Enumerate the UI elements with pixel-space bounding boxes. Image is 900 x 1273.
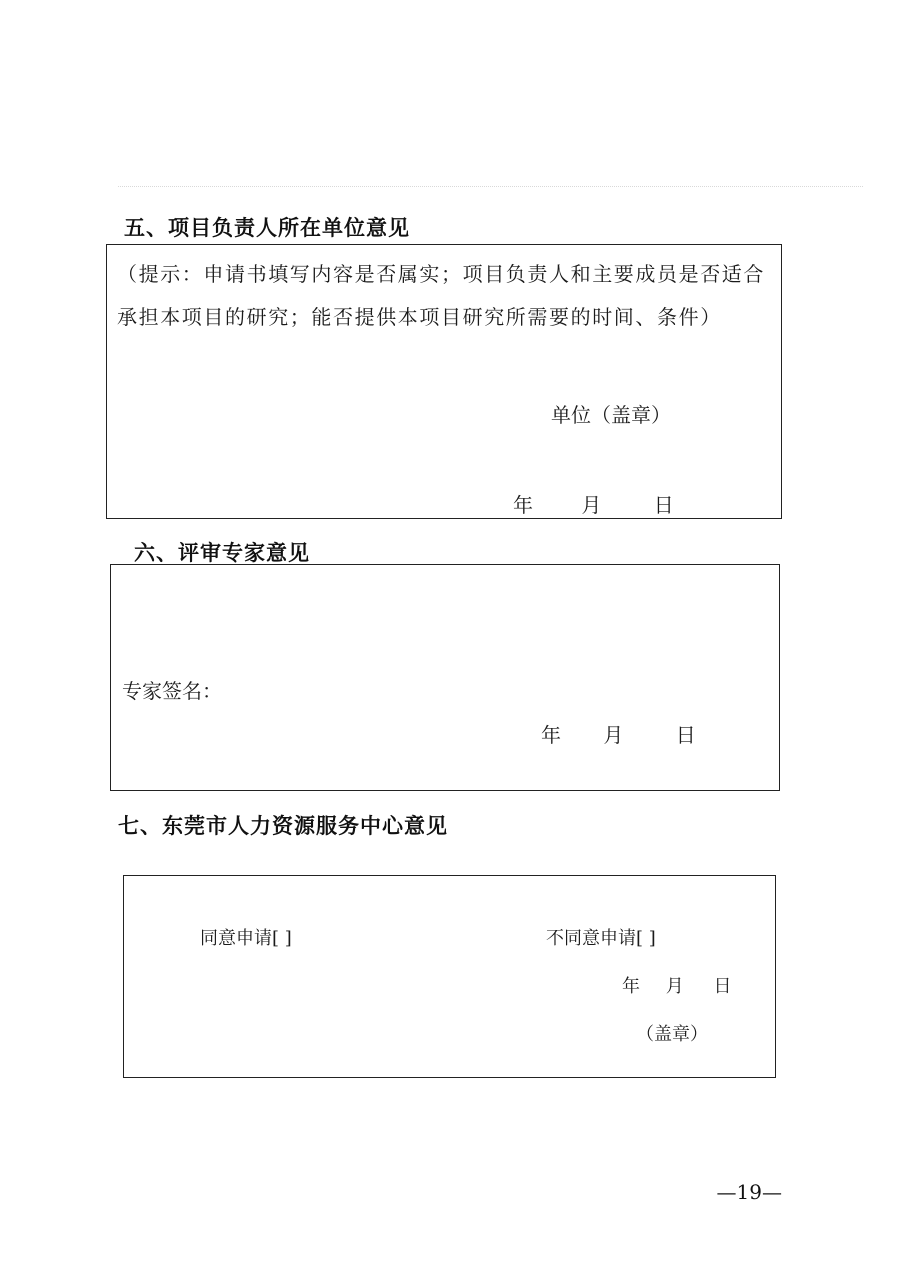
date-day: 日	[713, 976, 732, 997]
section5-box	[106, 244, 782, 519]
section6-date	[541, 719, 696, 748]
agree-checkbox-label: 同意申请[ ]	[200, 928, 292, 949]
date-day: 日	[675, 723, 696, 747]
page-number: —19—	[716, 1180, 782, 1204]
disagree-checkbox-label: 不同意申请[ ]	[546, 928, 656, 949]
section7-seal-label: （盖章）	[636, 1024, 708, 1045]
scan-artifact-line	[118, 186, 863, 187]
section7-date	[622, 972, 731, 998]
section5-seal-label: 单位（盖章）	[551, 403, 671, 427]
section5-date	[513, 489, 674, 518]
date-year: 年	[622, 976, 640, 997]
date-month: 月	[665, 976, 684, 997]
date-year: 年	[541, 723, 561, 747]
section6-heading: 六、评审专家意见	[134, 541, 310, 565]
section6-box	[110, 564, 780, 791]
date-year: 年	[513, 493, 533, 517]
date-month: 月	[603, 723, 624, 747]
expert-signature-label: 专家签名：	[122, 679, 222, 703]
section7-box	[123, 875, 776, 1078]
section7-heading: 七、东莞市人力资源服务中心意见	[118, 814, 448, 838]
date-day: 日	[653, 493, 674, 517]
date-month: 月	[581, 493, 602, 517]
section5-prompt: （提示：申请书填写内容是否属实；项目负责人和主要成员是否适合承担本项目的研究；能否提供本项目研究所需要的时间、条件）	[117, 262, 765, 329]
section5-heading: 五、项目负责人所在单位意见	[124, 216, 410, 240]
